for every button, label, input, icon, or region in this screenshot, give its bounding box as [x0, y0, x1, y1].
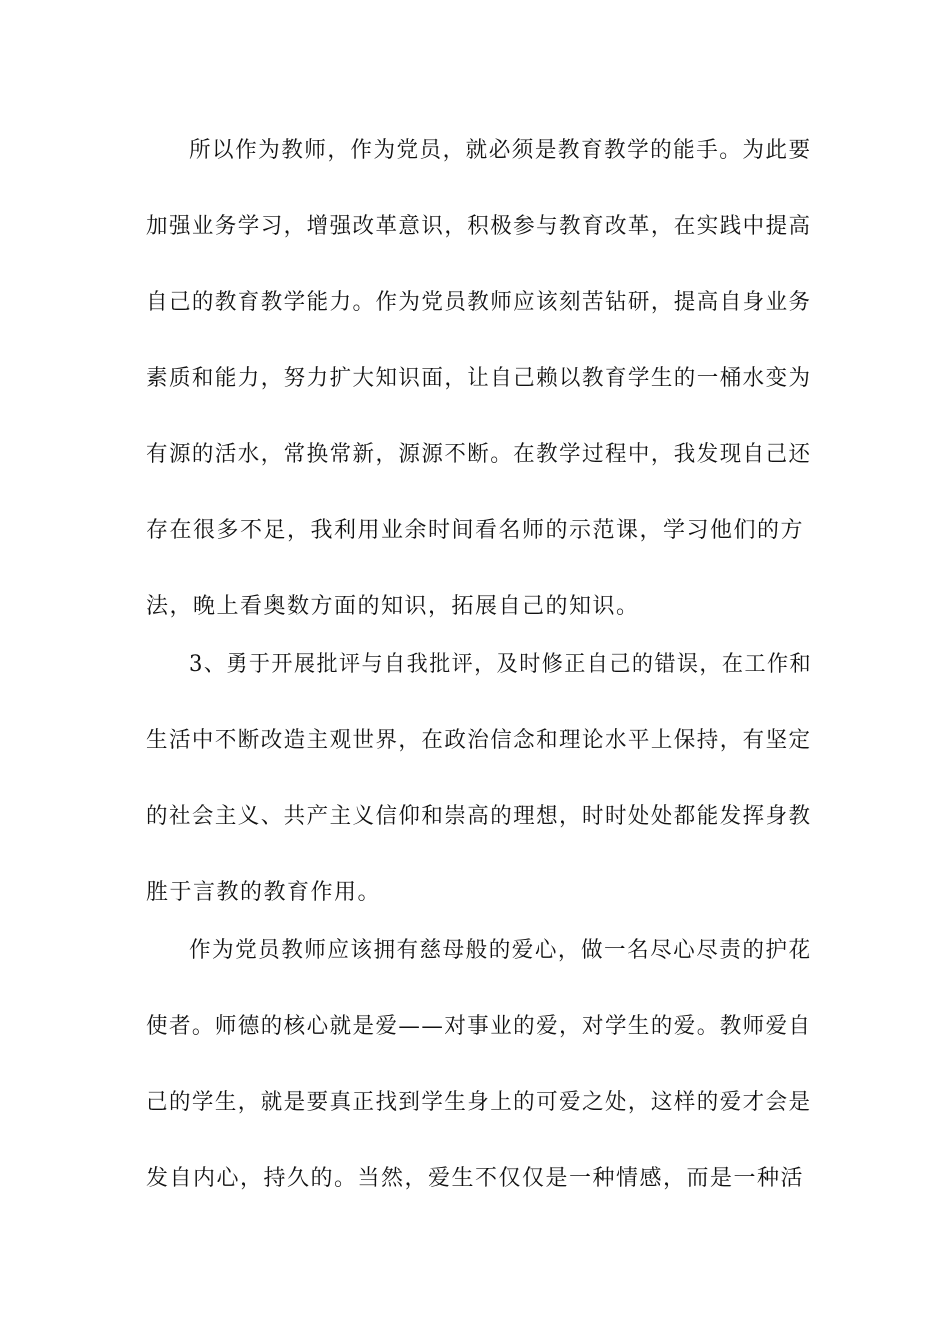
- text-line: 的社会主义、共产主义信仰和崇高的理想，时时处处都能发挥身教: [146, 804, 812, 829]
- text-line: 自己的教育教学能力。作为党员教师应该刻苦钻研，提高自身业务: [146, 290, 812, 315]
- text-line: 法，晚上看奥数方面的知识，拓展自己的知识。: [146, 594, 640, 619]
- text-line: 胜于言教的教育作用。: [146, 880, 382, 905]
- text-line: 加强业务学习，增强改革意识，积极参与教育改革，在实践中提高: [146, 214, 812, 239]
- text-line: 3、勇于开展批评与自我批评，及时修正自己的错误，在工作和: [189, 652, 813, 677]
- text-line: 己的学生，就是要真正找到学生身上的可爱之处，这样的爱才会是: [146, 1090, 812, 1115]
- text-line: 生活中不断改造主观世界，在政治信念和理论水平上保持，有坚定: [146, 728, 812, 753]
- text-line: 有源的活水，常换常新，源源不断。在教学过程中，我发现自己还: [146, 442, 812, 467]
- text-line: 存在很多不足，我利用业余时间看名师的示范课，学习他们的方: [146, 518, 805, 543]
- text-line: 素质和能力，努力扩大知识面，让自己赖以教育学生的一桶水变为: [146, 366, 812, 391]
- text-line: 所以作为教师，作为党员，就必须是教育教学的能手。为此要: [189, 138, 812, 163]
- text-line: 作为党员教师应该拥有慈母般的爱心，做一名尽心尽责的护花: [189, 938, 812, 963]
- text-line: 使者。师德的核心就是爱——对事业的爱，对学生的爱。教师爱自: [146, 1014, 812, 1039]
- text-line: 发自内心，持久的。当然，爱生不仅仅是一种情感，而是一种活: [146, 1166, 805, 1191]
